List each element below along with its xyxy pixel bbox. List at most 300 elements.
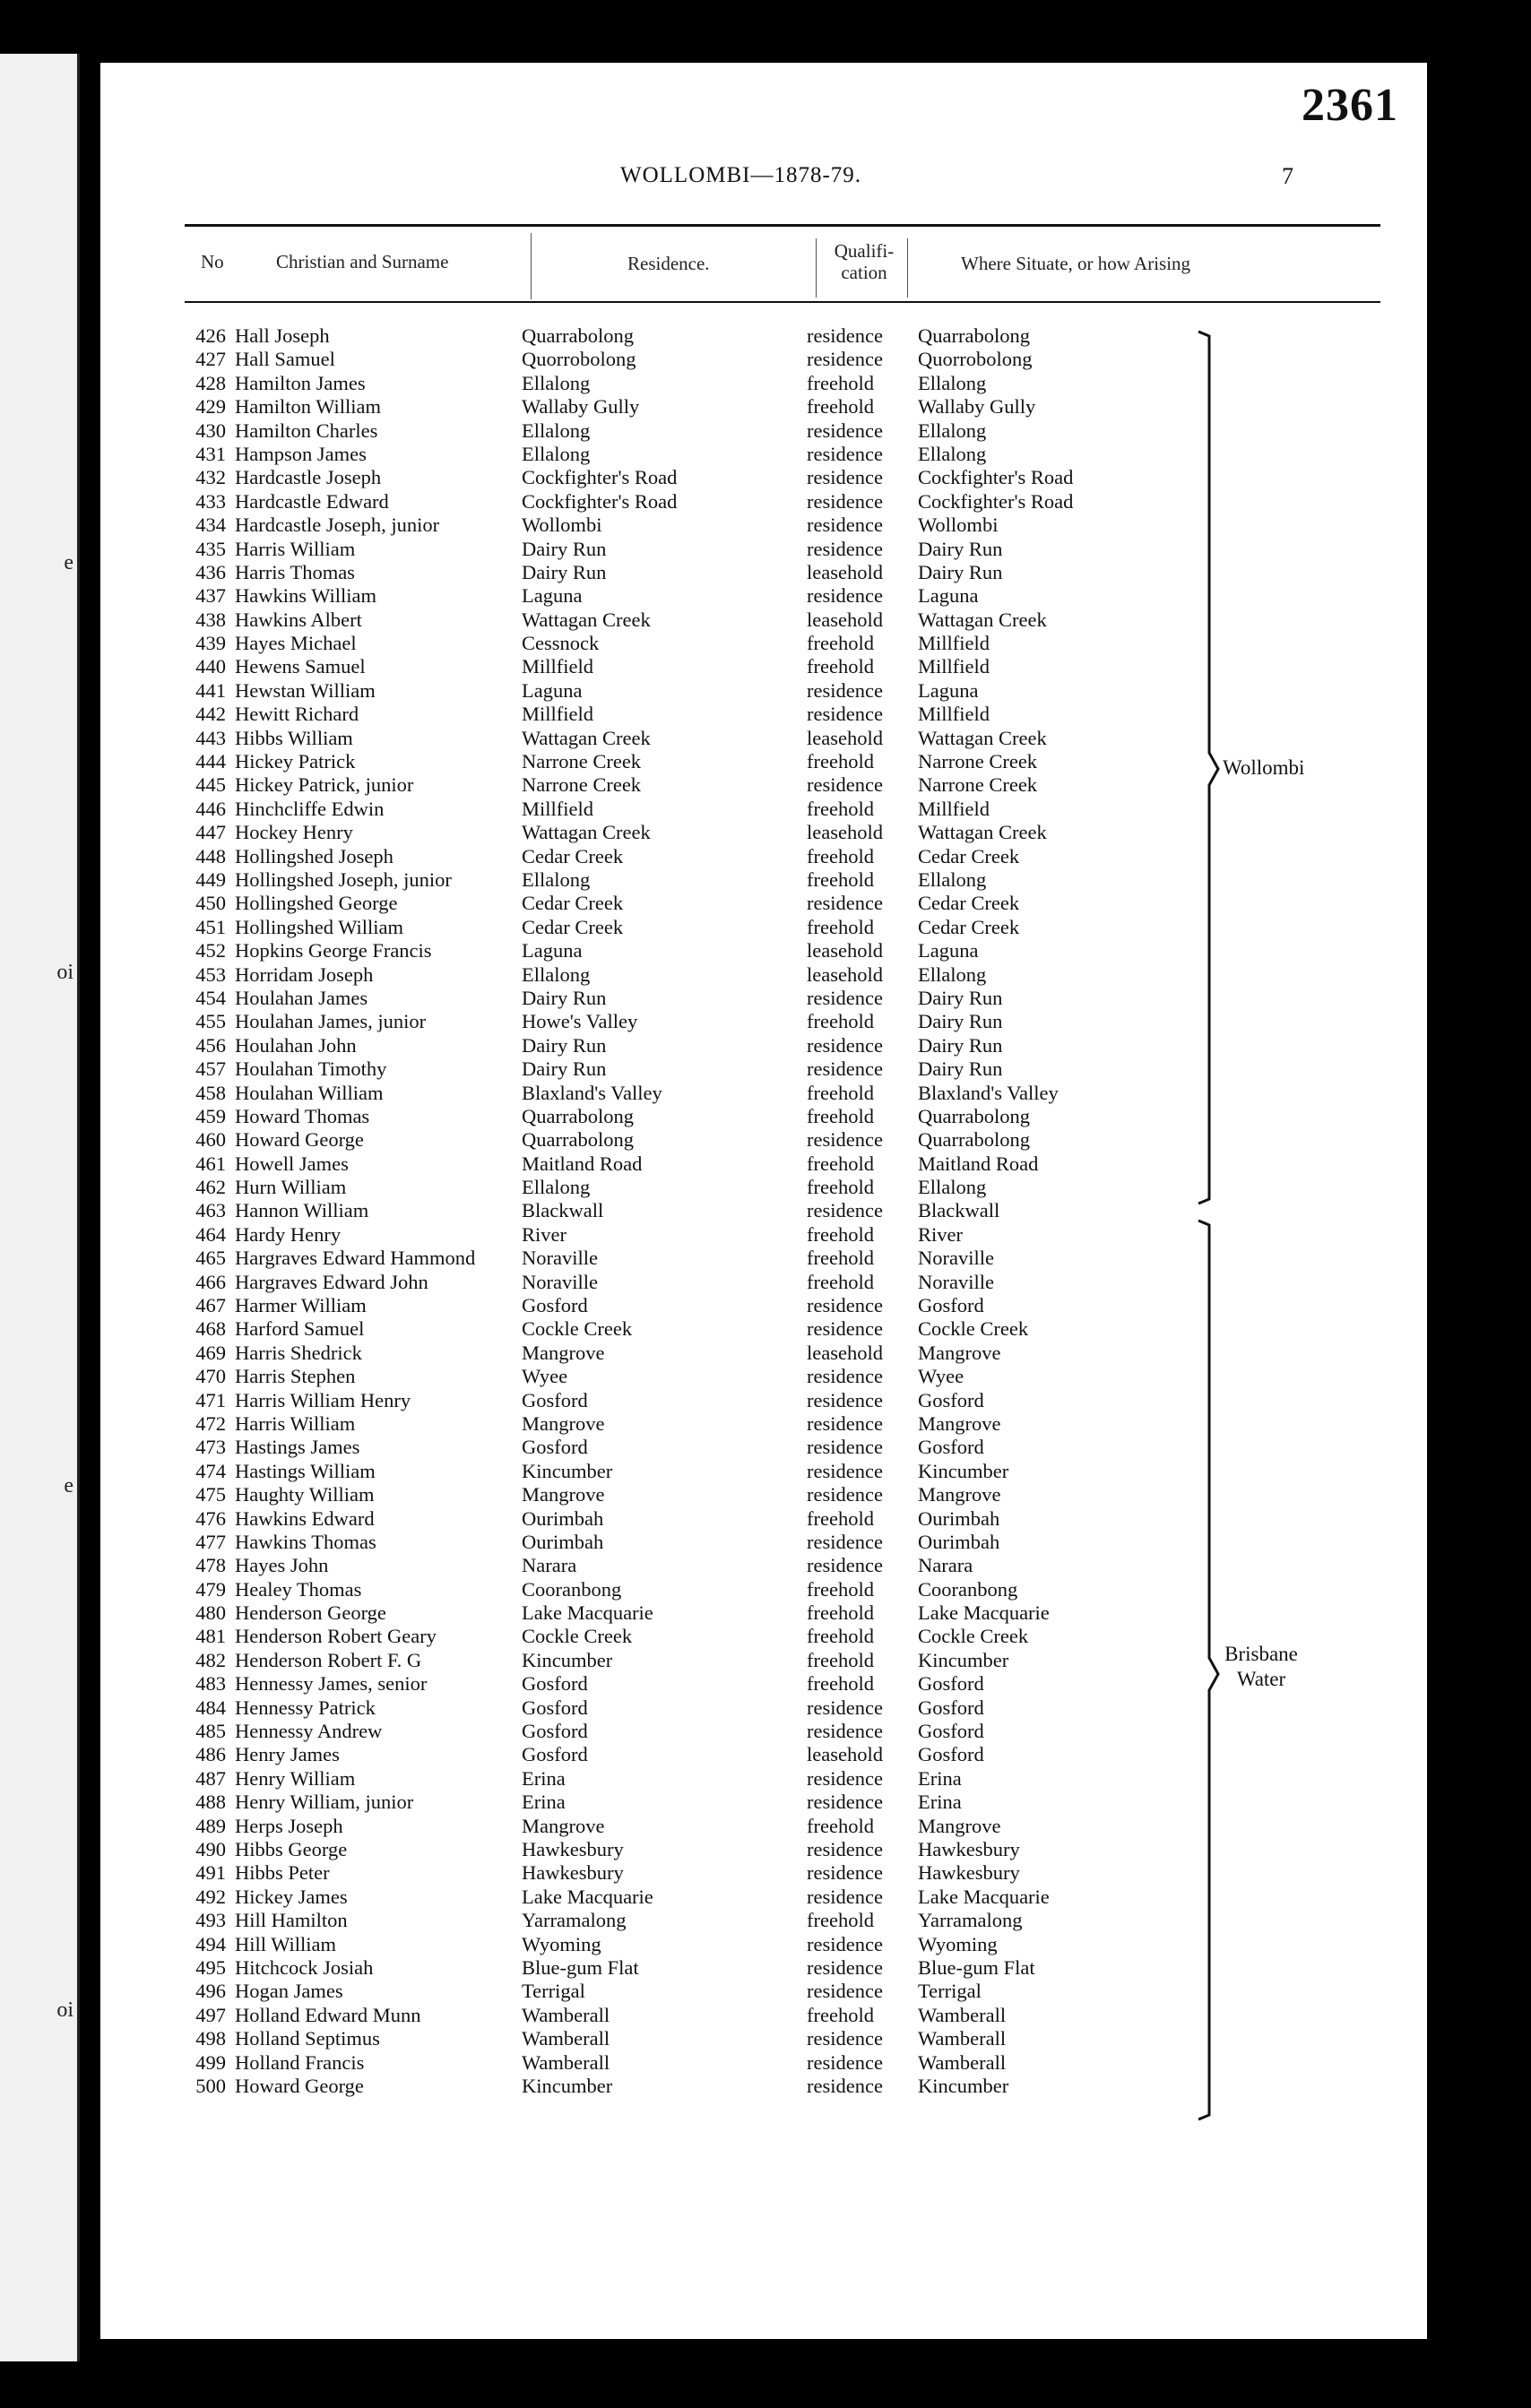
qualification-cell: leasehold xyxy=(807,939,883,962)
elector-name: Hickey Patrick, junior xyxy=(235,773,414,797)
qualification-cell: leasehold xyxy=(807,962,883,986)
where-situate-cell: Gosford xyxy=(918,1743,984,1766)
residence-cell: Noraville xyxy=(522,1247,598,1270)
column-divider xyxy=(907,238,908,298)
where-situate-cell: Narrone Creek xyxy=(918,750,1038,773)
residence-cell: Laguna xyxy=(522,939,583,962)
header-bottom-rule xyxy=(185,301,1380,303)
elector-name: Holland Francis xyxy=(235,2050,365,2074)
entry-number: 447 xyxy=(195,821,226,844)
column-header-residence: Residence. xyxy=(627,253,710,274)
table-row xyxy=(100,2075,1427,2098)
table-row xyxy=(100,1815,1427,1838)
residence-cell: Cedar Creek xyxy=(522,844,624,867)
table-row xyxy=(100,1861,1427,1885)
residence-cell: Dairy Run xyxy=(522,986,607,1009)
table-row xyxy=(100,1767,1427,1791)
qualification-cell: freehold xyxy=(807,867,874,891)
elector-name: Hogan James xyxy=(235,1980,343,2003)
table-row xyxy=(100,1223,1427,1247)
table-row xyxy=(100,608,1427,632)
elector-name: Hamilton William xyxy=(235,395,382,419)
elector-name: Hewens Samuel xyxy=(235,655,366,678)
residence-cell: Gosford xyxy=(522,1388,588,1411)
table-row xyxy=(100,419,1427,443)
qualification-cell: freehold xyxy=(807,1270,874,1293)
table-row xyxy=(100,987,1427,1010)
where-situate-cell: Wollombi xyxy=(918,514,999,537)
elector-name: Howard George xyxy=(235,2074,364,2097)
residence-cell: Quarrabolong xyxy=(522,324,634,347)
residence-cell: Ourimbah xyxy=(522,1530,604,1553)
adjacent-page-fragment: e xyxy=(64,551,74,574)
qualification-cell: residence xyxy=(807,1838,883,1860)
residence-cell: Cockfighter's Road xyxy=(522,466,678,489)
residence-cell: Millfield xyxy=(522,655,593,678)
table-row xyxy=(100,821,1427,844)
qualification-cell: residence xyxy=(807,2074,883,2097)
header-top-rule xyxy=(185,224,1380,227)
elector-name: Henry William, junior xyxy=(235,1791,414,1814)
where-situate-cell: Wattagan Creek xyxy=(918,608,1047,631)
qualification-cell: residence xyxy=(807,1317,883,1341)
entry-number: 430 xyxy=(195,419,226,442)
residence-cell: Yarramalong xyxy=(522,1909,627,1932)
table-row xyxy=(100,1412,1427,1436)
residence-cell: Narara xyxy=(522,1554,577,1577)
residence-cell: Ellalong xyxy=(522,962,591,986)
entry-number: 427 xyxy=(195,348,226,371)
residence-cell: Gosford xyxy=(522,1294,588,1317)
elector-name: Hawkins Thomas xyxy=(235,1530,376,1553)
elector-name: Hargraves Edward John xyxy=(235,1270,428,1293)
where-situate-cell: Narara xyxy=(918,1554,973,1577)
residence-cell: Ellalong xyxy=(522,442,591,465)
where-situate-cell: River xyxy=(918,1222,963,1246)
entry-number: 457 xyxy=(195,1057,226,1081)
qualification-cell: freehold xyxy=(807,1577,874,1601)
where-situate-cell: Mangrove xyxy=(918,1341,1001,1364)
table-row xyxy=(100,1010,1427,1033)
residence-cell: Wattagan Creek xyxy=(522,608,651,631)
table-row xyxy=(100,1271,1427,1294)
entry-number: 485 xyxy=(195,1720,226,1743)
table-row xyxy=(100,584,1427,608)
table-row xyxy=(100,1507,1427,1531)
column-header-where: Where Situate, or how Arising xyxy=(961,253,1191,274)
entry-number: 498 xyxy=(195,2027,226,2050)
residence-cell: Ellalong xyxy=(522,867,591,891)
elector-name: Hayes Michael xyxy=(235,632,357,655)
entry-number: 455 xyxy=(195,1010,226,1033)
elector-name: Hannon William xyxy=(235,1199,369,1222)
where-situate-cell: Cockfighter's Road xyxy=(918,489,1074,513)
entry-number: 499 xyxy=(195,2050,226,2074)
qualification-cell: residence xyxy=(807,2050,883,2074)
qualification-cell: residence xyxy=(807,442,883,465)
residence-cell: Cockfighter's Road xyxy=(522,489,678,513)
elector-name: Howard George xyxy=(235,1128,364,1152)
table-row xyxy=(100,1436,1427,1459)
residence-cell: Ourimbah xyxy=(522,1506,604,1530)
qualification-cell: residence xyxy=(807,1128,883,1152)
qualification-cell: residence xyxy=(807,1530,883,1553)
where-situate-cell: Quarrabolong xyxy=(918,324,1030,347)
table-row xyxy=(100,1247,1427,1270)
table-row xyxy=(100,1152,1427,1176)
elector-name: Hennessy James, senior xyxy=(235,1672,428,1696)
where-situate-cell: Kincumber xyxy=(918,1459,1009,1482)
elector-name: Hollingshed Joseph, junior xyxy=(235,867,452,891)
qualification-cell: residence xyxy=(807,489,883,513)
table-row xyxy=(100,1128,1427,1152)
adjacent-page-fragment: e xyxy=(64,1474,74,1497)
where-situate-cell: Lake Macquarie xyxy=(918,1885,1050,1908)
qualification-cell: residence xyxy=(807,1885,883,1908)
where-situate-cell: Cedar Creek xyxy=(918,915,1020,938)
folio-number: 7 xyxy=(1282,163,1293,189)
where-situate-cell: Dairy Run xyxy=(918,537,1003,560)
table-row xyxy=(100,1342,1427,1365)
table-row xyxy=(100,561,1427,584)
qualification-cell: residence xyxy=(807,466,883,489)
qualification-cell: residence xyxy=(807,678,883,702)
register-table xyxy=(100,324,1427,2098)
where-situate-cell: Millfield xyxy=(918,655,990,678)
residence-cell: Mangrove xyxy=(522,1814,605,1837)
table-row xyxy=(100,632,1427,655)
where-situate-cell: Quorrobolong xyxy=(918,348,1033,371)
where-situate-cell: Maitland Road xyxy=(918,1152,1039,1175)
residence-cell: Blue-gum Flat xyxy=(522,1955,639,1979)
entry-number: 434 xyxy=(195,514,226,537)
qualification-cell: residence xyxy=(807,1199,883,1222)
qualification-cell: residence xyxy=(807,1388,883,1411)
qualification-cell: freehold xyxy=(807,1104,874,1127)
elector-name: Hibbs William xyxy=(235,726,353,749)
where-situate-cell: Terrigal xyxy=(918,1980,982,2003)
entry-number: 451 xyxy=(195,915,226,938)
qualification-cell: freehold xyxy=(807,1222,874,1246)
elector-name: Henderson Robert Geary xyxy=(235,1625,437,1648)
residence-cell: Erina xyxy=(522,1766,566,1790)
residence-cell: Wamberall xyxy=(522,2027,610,2050)
qualification-cell: residence xyxy=(807,1294,883,1317)
where-situate-cell: Blackwall xyxy=(918,1199,1000,1222)
entry-number: 463 xyxy=(195,1199,226,1222)
elector-name: Hawkins Edward xyxy=(235,1506,375,1530)
elector-name: Hastings James xyxy=(235,1436,360,1459)
entry-number: 480 xyxy=(195,1601,226,1625)
where-situate-cell: Gosford xyxy=(918,1388,984,1411)
table-row xyxy=(100,655,1427,678)
table-row xyxy=(100,1531,1427,1554)
residence-cell: Millfield xyxy=(522,703,593,726)
table-row xyxy=(100,466,1427,489)
table-row xyxy=(100,1980,1427,2003)
elector-name: Harris Shedrick xyxy=(235,1341,362,1364)
entry-number: 441 xyxy=(195,678,226,702)
qualification-cell: leasehold xyxy=(807,1341,883,1364)
where-situate-cell: Wattagan Creek xyxy=(918,726,1047,749)
entry-number: 476 xyxy=(195,1506,226,1530)
elector-name: Hargraves Edward Hammond xyxy=(235,1247,476,1270)
elector-name: Hayes John xyxy=(235,1554,329,1577)
entry-number: 426 xyxy=(195,324,226,347)
qualification-cell: residence xyxy=(807,1932,883,1955)
qualification-cell: leasehold xyxy=(807,1743,883,1766)
where-situate-cell: Gosford xyxy=(918,1696,984,1719)
entry-number: 493 xyxy=(195,1909,226,1932)
where-situate-cell: Laguna xyxy=(918,678,979,702)
entry-number: 479 xyxy=(195,1577,226,1601)
elector-name: Henderson Robert F. G xyxy=(235,1648,422,1671)
column-header-no: No xyxy=(201,251,224,272)
qualification-cell: leasehold xyxy=(807,821,883,844)
elector-name: Hibbs Peter xyxy=(235,1861,330,1885)
entry-number: 461 xyxy=(195,1152,226,1175)
residence-cell: Ellalong xyxy=(522,371,591,394)
where-situate-cell: Noraville xyxy=(918,1247,994,1270)
qualification-cell: freehold xyxy=(807,1909,874,1932)
elector-name: Harford Samuel xyxy=(235,1317,365,1341)
qualification-cell: freehold xyxy=(807,1672,874,1696)
residence-cell: Hawkesbury xyxy=(522,1861,624,1885)
where-situate-cell: Dairy Run xyxy=(918,560,1003,583)
entry-number: 437 xyxy=(195,584,226,608)
entry-number: 478 xyxy=(195,1554,226,1577)
where-situate-cell: Dairy Run xyxy=(918,1033,1003,1057)
qualification-cell: residence xyxy=(807,1791,883,1814)
elector-name: Hawkins Albert xyxy=(235,608,362,631)
where-situate-cell: Noraville xyxy=(918,1270,994,1293)
qualification-cell: residence xyxy=(807,986,883,1009)
table-row xyxy=(100,1082,1427,1105)
qualification-cell: freehold xyxy=(807,1176,874,1199)
elector-name: Hollingshed George xyxy=(235,892,398,915)
table-row xyxy=(100,679,1427,703)
elector-name: Hewstan William xyxy=(235,678,376,702)
entry-number: 456 xyxy=(195,1033,226,1057)
residence-cell: Kincumber xyxy=(522,2074,613,2097)
residence-cell: Gosford xyxy=(522,1696,588,1719)
table-row xyxy=(100,1365,1427,1388)
qualification-cell: residence xyxy=(807,348,883,371)
where-situate-cell: Cockfighter's Road xyxy=(918,466,1074,489)
running-title: WOLLOMBI—1878-79. xyxy=(620,163,862,187)
residence-cell: Gosford xyxy=(522,1743,588,1766)
table-row xyxy=(100,939,1427,962)
entry-number: 495 xyxy=(195,1955,226,1979)
district-label-wollombi: Wollombi xyxy=(1223,756,1305,779)
qualification-cell: freehold xyxy=(807,1625,874,1648)
qualification-cell: residence xyxy=(807,892,883,915)
table-row xyxy=(100,1460,1427,1483)
table-row xyxy=(100,2051,1427,2075)
entry-number: 428 xyxy=(195,371,226,394)
elector-name: Hardcastle Joseph, junior xyxy=(235,514,440,537)
elector-name: Houlahan John xyxy=(235,1033,357,1057)
where-situate-cell: Quarrabolong xyxy=(918,1128,1030,1152)
entry-number: 494 xyxy=(195,1932,226,1955)
entry-number: 452 xyxy=(195,939,226,962)
elector-name: Harris Thomas xyxy=(235,560,355,583)
where-situate-cell: Yarramalong xyxy=(918,1909,1023,1932)
where-situate-cell: Mangrove xyxy=(918,1411,1001,1435)
entry-number: 458 xyxy=(195,1081,226,1104)
entry-number: 484 xyxy=(195,1696,226,1719)
qualification-cell: residence xyxy=(807,1980,883,2003)
where-situate-cell: Gosford xyxy=(918,1436,984,1459)
residence-cell: Quarrabolong xyxy=(522,1128,634,1152)
entry-number: 438 xyxy=(195,608,226,631)
elector-name: Holland Edward Munn xyxy=(235,2003,421,2026)
entry-number: 472 xyxy=(195,1411,226,1435)
residence-cell: Wyoming xyxy=(522,1932,601,1955)
where-situate-cell: Cedar Creek xyxy=(918,844,1020,867)
table-row xyxy=(100,1743,1427,1766)
adjacent-page-fragment: oi xyxy=(56,961,74,984)
table-row xyxy=(100,1933,1427,1956)
elector-name: Healey Thomas xyxy=(235,1577,362,1601)
page-number: 2361 xyxy=(1302,80,1398,131)
elector-name: Henderson George xyxy=(235,1601,386,1625)
residence-cell: Maitland Road xyxy=(522,1152,643,1175)
table-row xyxy=(100,1483,1427,1506)
elector-name: Hurn William xyxy=(235,1176,347,1199)
where-situate-cell: Wamberall xyxy=(918,2050,1007,2074)
entry-number: 497 xyxy=(195,2003,226,2026)
table-row xyxy=(100,1720,1427,1743)
where-situate-cell: Laguna xyxy=(918,584,979,608)
qualification-cell: leasehold xyxy=(807,608,883,631)
residence-cell: Gosford xyxy=(522,1672,588,1696)
table-row xyxy=(100,1294,1427,1317)
elector-name: Hickey James xyxy=(235,1885,348,1908)
residence-cell: Dairy Run xyxy=(522,1057,607,1081)
table-row xyxy=(100,1057,1427,1081)
where-situate-cell: Mangrove xyxy=(918,1483,1001,1506)
where-situate-cell: Blaxland's Valley xyxy=(918,1081,1059,1104)
entry-number: 471 xyxy=(195,1388,226,1411)
document-page xyxy=(100,63,1427,2339)
elector-name: Hall Samuel xyxy=(235,348,335,371)
residence-cell: Kincumber xyxy=(522,1459,613,1482)
elector-name: Houlahan James xyxy=(235,986,368,1009)
residence-cell: Cessnock xyxy=(522,632,600,655)
where-situate-cell: Hawkesbury xyxy=(918,1861,1020,1885)
where-situate-cell: Wyee xyxy=(918,1365,964,1388)
entry-number: 442 xyxy=(195,703,226,726)
where-situate-cell: Ellalong xyxy=(918,962,987,986)
qualification-cell: residence xyxy=(807,419,883,442)
where-situate-cell: Hawkesbury xyxy=(918,1838,1020,1860)
elector-name: Hardcastle Edward xyxy=(235,489,389,513)
column-divider xyxy=(816,238,817,298)
residence-cell: Ellalong xyxy=(522,419,591,442)
residence-cell: Dairy Run xyxy=(522,537,607,560)
residence-cell: Lake Macquarie xyxy=(522,1601,653,1625)
qualification-cell: freehold xyxy=(807,1506,874,1530)
entry-number: 473 xyxy=(195,1436,226,1459)
where-situate-cell: Quarrabolong xyxy=(918,1104,1030,1127)
qualification-cell: freehold xyxy=(807,1601,874,1625)
residence-cell: Noraville xyxy=(522,1270,598,1293)
elector-name: Hall Joseph xyxy=(235,324,330,347)
table-row xyxy=(100,324,1427,348)
qualification-cell: residence xyxy=(807,1483,883,1506)
elector-name: Houlahan William xyxy=(235,1081,384,1104)
elector-name: Hennessy Patrick xyxy=(235,1696,376,1719)
residence-cell: Wattagan Creek xyxy=(522,726,651,749)
entry-number: 477 xyxy=(195,1530,226,1553)
residence-cell: Wallaby Gully xyxy=(522,395,640,419)
qualification-cell: freehold xyxy=(807,371,874,394)
qualification-cell: residence xyxy=(807,1720,883,1743)
entry-number: 465 xyxy=(195,1247,226,1270)
entry-number: 496 xyxy=(195,1980,226,2003)
qualification-cell: residence xyxy=(807,703,883,726)
table-row xyxy=(100,1317,1427,1341)
residence-cell: Quarrabolong xyxy=(522,1104,634,1127)
table-row xyxy=(100,916,1427,939)
entry-number: 431 xyxy=(195,442,226,465)
elector-name: Hardy Henry xyxy=(235,1222,342,1246)
elector-name: Houlahan James, junior xyxy=(235,1010,427,1033)
residence-cell: Mangrove xyxy=(522,1411,605,1435)
table-row xyxy=(100,1578,1427,1601)
where-situate-cell: Erina xyxy=(918,1791,962,1814)
table-row xyxy=(100,372,1427,395)
entry-number: 436 xyxy=(195,560,226,583)
residence-cell: Wattagan Creek xyxy=(522,821,651,844)
table-row xyxy=(100,348,1427,371)
elector-name: Houlahan Timothy xyxy=(235,1057,387,1081)
entry-number: 475 xyxy=(195,1483,226,1506)
qualification-cell: residence xyxy=(807,1696,883,1719)
table-row xyxy=(100,1601,1427,1625)
column-header-name: Christian and Surname xyxy=(276,251,449,272)
entry-number: 468 xyxy=(195,1317,226,1341)
qualification-cell: freehold xyxy=(807,844,874,867)
where-situate-cell: Ellalong xyxy=(918,867,987,891)
residence-cell: Laguna xyxy=(522,584,583,608)
column-divider xyxy=(531,233,532,299)
where-situate-cell: Gosford xyxy=(918,1672,984,1696)
residence-cell: Dairy Run xyxy=(522,560,607,583)
elector-name: Howard Thomas xyxy=(235,1104,370,1127)
qualification-cell: residence xyxy=(807,1436,883,1459)
residence-cell: Terrigal xyxy=(522,1980,585,2003)
elector-name: Hewitt Richard xyxy=(235,703,359,726)
entry-number: 439 xyxy=(195,632,226,655)
elector-name: Hollingshed Joseph xyxy=(235,844,394,867)
qualification-cell: residence xyxy=(807,2027,883,2050)
where-situate-cell: Cooranbong xyxy=(918,1577,1018,1601)
where-situate-cell: Laguna xyxy=(918,939,979,962)
elector-name: Hinchcliffe Edwin xyxy=(235,797,385,820)
residence-cell: Millfield xyxy=(522,797,593,820)
entry-number: 464 xyxy=(195,1222,226,1246)
residence-cell: Gosford xyxy=(522,1720,588,1743)
where-situate-cell: Blue-gum Flat xyxy=(918,1955,1035,1979)
qualification-cell: residence xyxy=(807,1411,883,1435)
table-row xyxy=(100,1696,1427,1720)
table-row xyxy=(100,1034,1427,1057)
entry-number: 429 xyxy=(195,395,226,419)
entry-number: 446 xyxy=(195,797,226,820)
elector-name: Hollingshed William xyxy=(235,915,404,938)
